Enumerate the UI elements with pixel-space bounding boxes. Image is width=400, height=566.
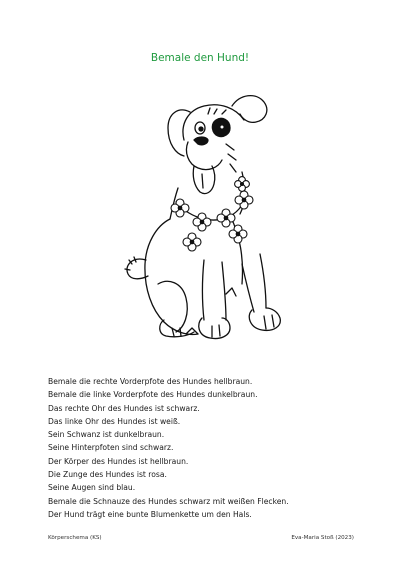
instruction-item: Bemale die linke Vorderpfote des Hundes dunkelbraun.	[48, 390, 258, 400]
instructions-list	[48, 375, 368, 521]
instruction-item: Die Zunge des Hundes ist rosa.	[48, 470, 167, 480]
instruction-item: Der Hund trägt eine bunte Blumenkette um den Hals.	[48, 509, 252, 519]
instruction-item: Das linke Ohr des Hundes ist weiß.	[48, 416, 181, 426]
instruction-item: Bemale die Schnauze des Hundes schwarz mit weißen Flecken.	[48, 496, 289, 506]
instruction-item: Das rechte Ohr des Hundes ist schwarz.	[48, 403, 200, 413]
instruction-item: Der Körper des Hundes ist hellbraun.	[48, 456, 189, 466]
dog-illustration	[118, 84, 288, 346]
footer-author: Eva-Maria Stoß (2023)	[291, 535, 354, 541]
instruction-item: Seine Hinterpfoten sind schwarz.	[48, 443, 174, 453]
instruction-item: Sein Schwanz ist dunkelbraun.	[48, 430, 165, 440]
footer-topic: Körperschema (KS)	[48, 535, 102, 541]
worksheet-title: Bemale den Hund!	[150, 52, 250, 64]
instruction-item: Seine Augen sind blau.	[48, 483, 136, 493]
instruction-item: Bemale die rechte Vorderpfote des Hundes hellbraun.	[48, 377, 253, 386]
